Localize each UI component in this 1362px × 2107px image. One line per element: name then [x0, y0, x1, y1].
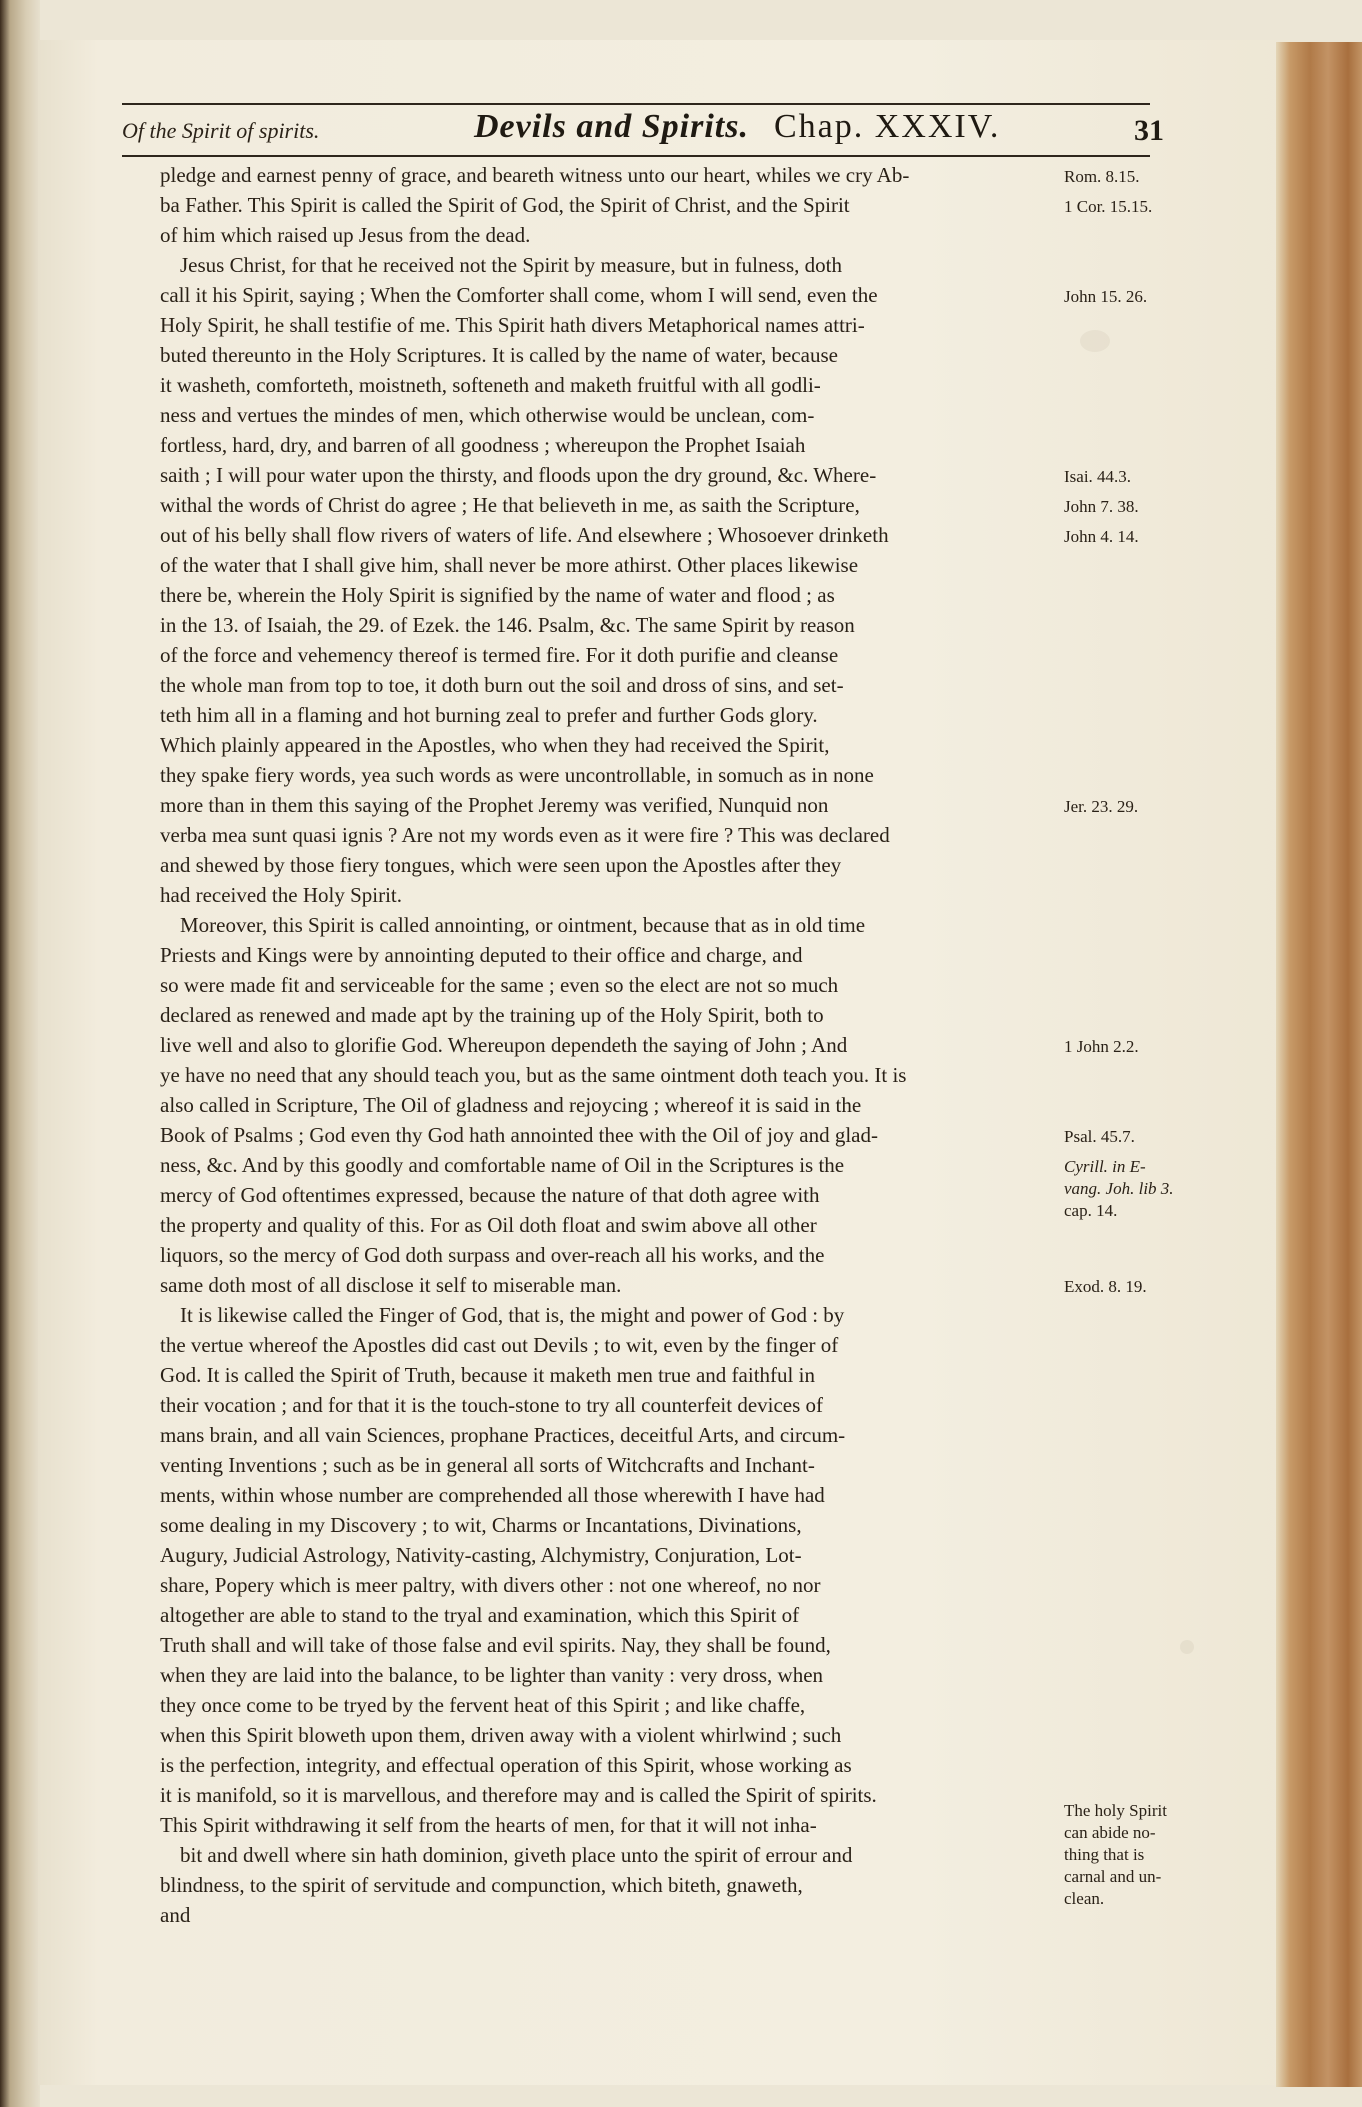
- paper-stain: [1080, 330, 1110, 352]
- text-line: ness and vertues the mindes of men, which otherwise would be unclean, com-: [160, 403, 815, 427]
- text-line: of the water that I shall give him, shall never be more athirst. Other places likewise: [160, 553, 859, 577]
- header-left-title: Of the Spirit of spirits.: [122, 118, 320, 143]
- text-line: the property and quality of this. For as Oil doth float and swim above all other: [160, 1213, 817, 1237]
- text-line: their vocation ; and for that it is the touch-stone to try all counterfeit devices of: [160, 1393, 824, 1417]
- text-line: more than in them this saying of the Prophet Jeremy was verified, Nunquid non: [160, 793, 829, 817]
- text-line: of the force and vehemency thereof is termed fire. For it doth purifie and cleanse: [160, 643, 839, 667]
- margin-reference: Rom. 8.15.: [1064, 167, 1140, 186]
- header-chapter: Chap. XXXIV.: [774, 108, 1001, 145]
- page-edge: [1276, 42, 1362, 2087]
- margin-reference: Exod. 8. 19.: [1064, 1277, 1147, 1296]
- margin-gloss: carnal and un-: [1064, 1867, 1162, 1886]
- text-line: fortless, hard, dry, and barren of all goodness ; whereupon the Prophet Isaiah: [160, 433, 806, 457]
- book-gutter: [0, 0, 40, 2107]
- text-line: teth him all in a flaming and hot burning zeal to prefer and further Gods glory.: [160, 703, 818, 727]
- text-line: blindness, to the spirit of servitude and compunction, which biteth, gnaweth,: [160, 1873, 803, 1897]
- margin-reference: cap. 14.: [1064, 1201, 1118, 1220]
- text-line: pledge and earnest penny of grace, and beareth witness unto our heart, whiles we cry Ab-: [160, 163, 910, 187]
- text-line: the vertue whereof the Apostles did cast out Devils ; to wit, even by the finger of: [160, 1333, 839, 1357]
- text-line: God. It is called the Spirit of Truth, because it maketh men true and faithful in: [160, 1363, 815, 1387]
- text-line: This Spirit withdrawing it self from the hearts of men, for that it will not inha-: [160, 1813, 817, 1837]
- text-line: It is likewise called the Finger of God, that is, the might and power of God : by: [180, 1303, 845, 1327]
- text-line: bit and dwell where sin hath dominion, giveth place unto the spirit of errour and: [180, 1843, 853, 1867]
- margin-gloss: thing that is: [1064, 1845, 1145, 1864]
- text-line: it is manifold, so it is marvellous, and therefore may and is called the Spirit of spirits.: [160, 1783, 877, 1807]
- text-line: venting Inventions ; such as be in general all sorts of Witchcrafts and Inchant-: [160, 1453, 815, 1477]
- margin-gloss: The holy Spirit: [1064, 1801, 1167, 1820]
- margin-reference: Isai. 44.3.: [1064, 467, 1132, 486]
- text-line: also called in Scripture, The Oil of gladness and rejoycing ; whereof it is said in the: [160, 1093, 862, 1117]
- margin-reference: John 4. 14.: [1064, 527, 1139, 546]
- text-line: ness, &c. And by this goodly and comfortable name of Oil in the Scriptures is the: [160, 1153, 845, 1177]
- text-line: share, Popery which is meer paltry, with divers other : not one whereof, no nor: [160, 1573, 821, 1597]
- text-line: when this Spirit bloweth upon them, driven away with a violent whirlwind ; such: [160, 1723, 842, 1747]
- text-line: there be, wherein the Holy Spirit is signified by the name of water and flood ; as: [160, 583, 835, 607]
- text-line: declared as renewed and made apt by the training up of the Holy Spirit, both to: [160, 1003, 824, 1027]
- margin-reference: 1 John 2.2.: [1064, 1037, 1139, 1056]
- text-line: Jesus Christ, for that he received not the Spirit by measure, but in fulness, doth: [180, 253, 842, 277]
- text-line: same doth most of all disclose it self to miserable man.: [160, 1273, 622, 1297]
- running-header: [122, 104, 1164, 152]
- text-line: and: [160, 1903, 191, 1927]
- margin-reference: Cyrill. in E-: [1064, 1157, 1146, 1176]
- text-line: Holy Spirit, he shall testifie of me. This Spirit hath divers Metaphorical names attri-: [160, 313, 865, 337]
- margin-reference: 1 Cor. 15.15.: [1064, 197, 1153, 216]
- text-line: and shewed by those fiery tongues, which were seen upon the Apostles after they: [160, 853, 842, 877]
- text-line: Book of Psalms ; God even thy God hath annointed thee with the Oil of joy and glad-: [160, 1123, 878, 1147]
- text-line: ments, within whose number are comprehended all those wherewith I have had: [160, 1483, 825, 1507]
- text-line: buted thereunto in the Holy Scriptures. It is called by the name of water, because: [160, 343, 838, 367]
- catchword: [160, 1930, 1040, 1960]
- text-line: in the 13. of Isaiah, the 29. of Ezek. the 146. Psalm, &c. The same Spirit by reason: [160, 613, 855, 637]
- margin-reference: vang. Joh. lib 3.: [1064, 1179, 1174, 1198]
- text-line: they spake fiery words, yea such words as were uncontrollable, in somuch as in none: [160, 763, 874, 787]
- header-center-title: Devils and Spirits.: [474, 108, 749, 145]
- text-line: it washeth, comforteth, moistneth, softeneth and maketh fruitful with all godli-: [160, 373, 821, 397]
- text-line: Moreover, this Spirit is called annointing, or ointment, because that as in old time: [180, 913, 866, 937]
- text-line: mercy of God oftentimes expressed, because the nature of that doth agree with: [160, 1183, 820, 1207]
- text-line: some dealing in my Discovery ; to wit, Charms or Incantations, Divinations,: [160, 1513, 802, 1537]
- text-line: Truth shall and will take of those false and evil spirits. Nay, they shall be found,: [160, 1633, 831, 1657]
- margin-reference: John 15. 26.: [1064, 287, 1148, 306]
- text-line: saith ; I will pour water upon the thirsty, and floods upon the dry ground, &c. Where-: [160, 463, 877, 487]
- text-line: so were made fit and serviceable for the same ; even so the elect are not so much: [160, 973, 839, 997]
- text-line: ba Father. This Spirit is called the Spirit of God, the Spirit of Christ, and the Spirit: [160, 193, 850, 217]
- text-line: Augury, Judicial Astrology, Nativity-casting, Alchymistry, Conjuration, Lot-: [160, 1543, 802, 1567]
- margin-gloss: can abide no-: [1064, 1823, 1156, 1842]
- text-line: call it his Spirit, saying ; When the Comforter shall come, whom I will send, even the: [160, 283, 878, 307]
- text-line: Priests and Kings were by annointing deputed to their office and charge, and: [160, 943, 803, 967]
- text-line: of him which raised up Jesus from the dead.: [160, 223, 531, 247]
- text-line: they once come to be tryed by the fervent heat of this Spirit ; and like chaffe,: [160, 1693, 806, 1717]
- text-line: mans brain, and all vain Sciences, prophane Practices, deceitful Arts, and circum-: [160, 1423, 846, 1447]
- text-line: is the perfection, integrity, and effectual operation of this Spirit, whose working as: [160, 1753, 852, 1777]
- text-line: the whole man from top to toe, it doth burn out the soil and dross of sins, and set-: [160, 673, 844, 697]
- text-line: live well and also to glorifie God. Whereupon dependeth the saying of John ; And: [160, 1033, 848, 1057]
- text-line: liquors, so the mercy of God doth surpass and over-reach all his works, and the: [160, 1243, 825, 1267]
- page-number: 31: [1134, 114, 1164, 147]
- text-line: out of his belly shall flow rivers of waters of life. And elsewhere ; Whosoever drinketh: [160, 523, 889, 547]
- text-line: had received the Holy Spirit.: [160, 883, 403, 907]
- margin-reference: Psal. 45.7.: [1064, 1127, 1135, 1146]
- text-line: withal the words of Christ do agree ; He that believeth in me, as saith the Scripture,: [160, 493, 860, 517]
- margin-gloss: clean.: [1064, 1889, 1105, 1908]
- text-line: Which plainly appeared in the Apostles, who when they had received the Spirit,: [160, 733, 830, 757]
- text-line: verba mea sunt quasi ignis ? Are not my words even as it were fire ? This was declared: [160, 823, 890, 847]
- margin-reference: Jer. 23. 29.: [1064, 797, 1139, 816]
- margin-reference: John 7. 38.: [1064, 497, 1139, 516]
- text-line: altogether are able to stand to the tryal and examination, which this Spirit of: [160, 1603, 800, 1627]
- header-rule-bottom: [122, 155, 1150, 157]
- text-line: ye have no need that any should teach you, but as the same ointment doth teach you. It is: [160, 1063, 907, 1087]
- paper-stain: [1180, 1640, 1194, 1654]
- text-line: when they are laid into the balance, to be lighter than vanity : very dross, when: [160, 1663, 824, 1687]
